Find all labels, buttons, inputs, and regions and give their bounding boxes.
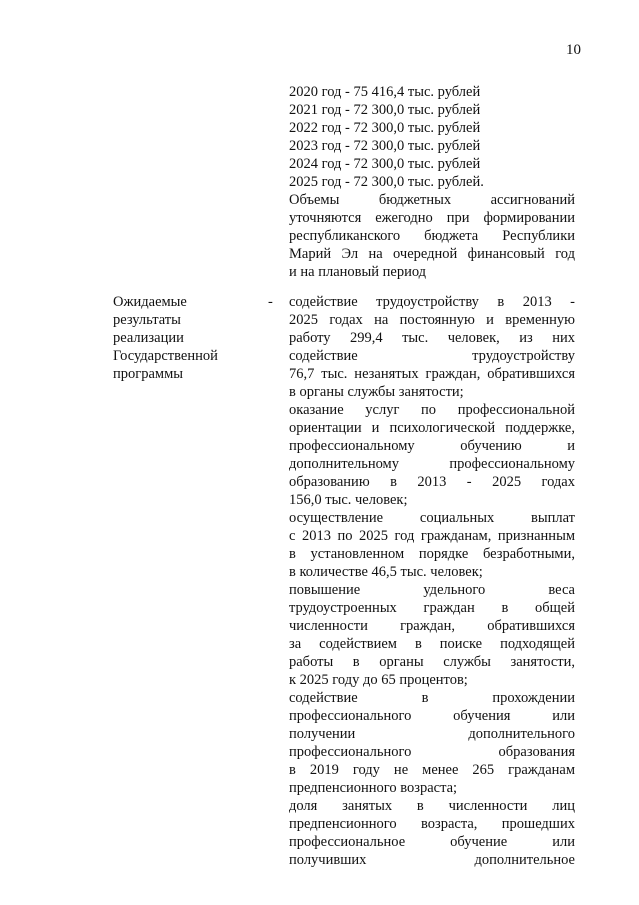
- budget-year-2022: 2022 год - 72 300,0 тыс. рублей: [289, 120, 481, 136]
- label-line: результаты: [113, 312, 181, 328]
- label-line: реализации: [113, 330, 184, 346]
- result-line: получении дополнительного: [289, 726, 575, 742]
- result-line: в количестве 46,5 тыс. человек;: [289, 564, 483, 580]
- budget-year-2021: 2021 год - 72 300,0 тыс. рублей: [289, 102, 481, 118]
- result-line: ориентации и психологической поддержке,: [289, 420, 575, 436]
- budget-section: [289, 83, 575, 281]
- budget-year-2020: 2020 год - 75 416,4 тыс. рублей: [289, 84, 481, 100]
- budget-year-2024: 2024 год - 72 300,0 тыс. рублей: [289, 156, 481, 172]
- result-line: содействие в прохождении: [289, 690, 575, 706]
- result-line: профессионального образования: [289, 744, 575, 760]
- result-line: профессиональному обучению и: [289, 438, 575, 454]
- result-line: образованию в 2013 - 2025 годах: [289, 474, 575, 490]
- result-line: повышение удельного веса: [289, 582, 575, 598]
- result-line: за содействием в поиске подходящей: [289, 636, 575, 652]
- result-line: в установленном порядке безработными,: [289, 546, 575, 562]
- budget-year-2025: 2025 год - 72 300,0 тыс. рублей.: [289, 174, 484, 190]
- result-line: получивших дополнительное: [289, 852, 575, 868]
- expected-results-text: [289, 293, 575, 869]
- result-line: численности граждан, обратившихся: [289, 618, 575, 634]
- expected-results-label: [113, 293, 263, 383]
- result-line: оказание услуг по профессиональной: [289, 402, 575, 418]
- result-line: осуществление социальных выплат: [289, 510, 575, 526]
- result-line: к 2025 году до 65 процентов;: [289, 672, 468, 688]
- result-line: работу 299,4 тыс. человек, из них: [289, 330, 575, 346]
- result-line: профессиональное обучение или: [289, 834, 575, 850]
- result-line: предпенсионного возраста;: [289, 780, 458, 796]
- result-line: в органы службы занятости;: [289, 384, 464, 400]
- label-line: Государственной: [113, 348, 218, 364]
- row-dash: -: [268, 294, 273, 310]
- result-line: 156,0 тыс. человек;: [289, 492, 408, 508]
- result-line: содействие трудоустройству в 2013 -: [289, 294, 575, 310]
- result-line: дополнительному профессиональному: [289, 456, 575, 472]
- result-line: в 2019 году не менее 265 гражданам: [289, 762, 575, 778]
- result-line: работы в органы службы занятости,: [289, 654, 575, 670]
- result-line: содействие трудоустройству: [289, 348, 575, 364]
- label-line: Ожидаемые: [113, 294, 187, 310]
- budget-note-line: республиканского бюджета Республики: [289, 228, 575, 244]
- result-line: трудоустроенных граждан в общей: [289, 600, 575, 616]
- result-line: профессионального обучения или: [289, 708, 575, 724]
- page-number: 10: [566, 42, 581, 58]
- budget-note-line: уточняются ежегодно при формировании: [289, 210, 575, 226]
- result-line: предпенсионного возраста, прошедших: [289, 816, 575, 832]
- result-line: с 2013 по 2025 год гражданам, признанным: [289, 528, 575, 544]
- result-line: 76,7 тыс. незанятых граждан, обратившихся: [289, 366, 575, 382]
- budget-note-line: Объемы бюджетных ассигнований: [289, 192, 575, 208]
- label-line: программы: [113, 366, 183, 382]
- result-line: доля занятых в численности лиц: [289, 798, 575, 814]
- budget-note-line: и на плановый период: [289, 264, 427, 280]
- budget-year-2023: 2023 год - 72 300,0 тыс. рублей: [289, 138, 481, 154]
- budget-note-line: Марий Эл на очередной финансовый год: [289, 246, 575, 262]
- result-line: 2025 годах на постоянную и временную: [289, 312, 575, 328]
